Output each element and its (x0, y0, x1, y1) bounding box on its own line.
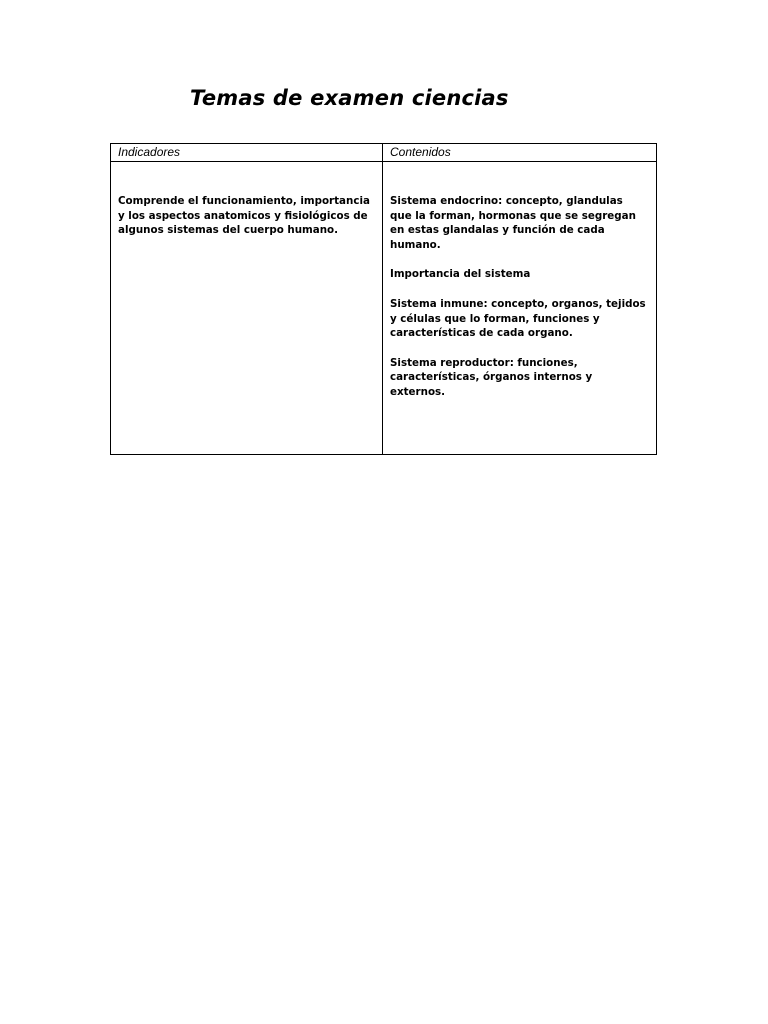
document-title: Temas de examen ciencias (190, 86, 509, 110)
table-header-row (111, 144, 657, 162)
contenido-reproductor: Sistema reproductor: funciones, características, órganos internos y externos. (390, 356, 593, 398)
header-indicadores: Indicadores (111, 144, 383, 162)
table-row (111, 162, 657, 455)
indicador-text: Comprende el funcionamiento, importancia y los aspectos anatomicos y fisiológicos de algunos sistemas del cuerpo humano. (118, 195, 370, 237)
contenido-inmune: Sistema inmune: concepto, organos, tejidos y células que lo forman, funciones y características de cada organo. (390, 297, 646, 340)
contenido-endocrino: Sistema endocrino: concepto, glandulas que la forman, hormonas que se segregan en estas glandalas y función de cada humano. (390, 195, 636, 251)
topics-table (110, 143, 657, 455)
header-contenidos: Contenidos (383, 144, 657, 162)
indicadores-cell (111, 162, 383, 455)
contenidos-cell (383, 162, 657, 455)
contenido-importancia: Importancia del sistema (390, 268, 531, 281)
